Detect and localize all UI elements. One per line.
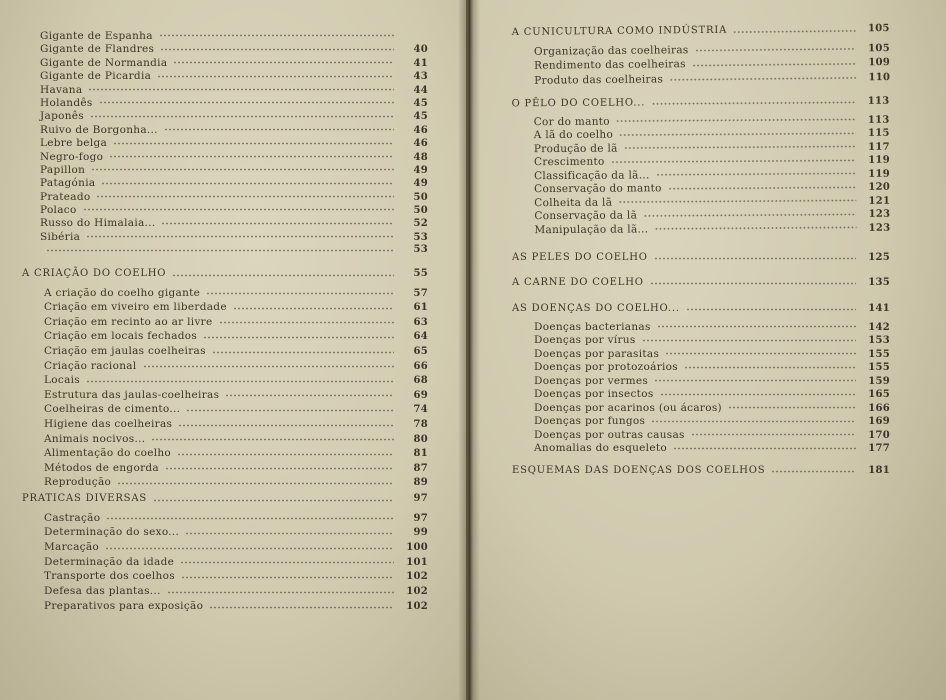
page-number: 109	[868, 57, 891, 69]
toc-entry	[40, 84, 428, 97]
toc-entry	[512, 348, 890, 362]
left-page	[0, 0, 466, 700]
page-number: 81	[413, 448, 428, 460]
page-number: 45	[413, 111, 428, 123]
toc-entry	[40, 43, 428, 56]
toc-section	[512, 96, 891, 238]
dot-leader	[651, 420, 856, 426]
entry-title: Manipulação da lã...	[534, 222, 649, 236]
dot-leader	[181, 576, 394, 582]
page-number: 53	[413, 231, 428, 243]
dot-leader	[225, 394, 394, 400]
entry-title: Marcação	[44, 541, 100, 554]
entry-title: Criação em viveiro em liberdade	[44, 301, 227, 314]
page-number: 135	[868, 277, 890, 288]
page-number: 155	[868, 348, 890, 360]
page-number: 97	[413, 493, 428, 504]
section-heading	[512, 465, 890, 479]
dot-leader	[643, 212, 856, 219]
dot-leader	[642, 339, 856, 345]
page-number: 155	[868, 362, 890, 373]
dot-leader	[686, 308, 856, 314]
dot-leader	[165, 467, 394, 473]
section-heading	[512, 96, 890, 112]
toc-entry	[22, 512, 428, 527]
toc-entry	[40, 164, 428, 177]
dot-leader	[654, 379, 856, 385]
dot-leader	[86, 380, 394, 386]
dot-leader	[651, 100, 855, 107]
entry-title: Prateado	[40, 190, 91, 203]
entry-title: Transporte dos coelhos	[44, 570, 175, 583]
entry-title: Sibéria	[40, 230, 81, 243]
dot-leader	[180, 561, 394, 567]
dot-leader	[665, 352, 856, 358]
page-number: 120	[868, 181, 891, 193]
dot-leader	[203, 336, 394, 342]
entry-title: Animais nocivos...	[44, 432, 146, 445]
toc-entry	[40, 191, 428, 204]
page-number: 78	[413, 418, 428, 430]
dot-leader	[90, 115, 394, 121]
toc-entry	[40, 70, 428, 83]
page-number: 170	[868, 429, 890, 441]
entry-title: Organização das coelheiras	[533, 43, 689, 58]
dot-leader	[96, 195, 394, 201]
page-number: 105	[868, 42, 890, 54]
page-number: 64	[413, 331, 428, 343]
dot-leader	[673, 447, 856, 453]
dot-leader	[177, 453, 394, 459]
dot-leader	[172, 274, 394, 280]
entry-title: Defesa das plantas...	[44, 585, 161, 598]
dot-leader	[668, 185, 856, 192]
page-number: 55	[413, 268, 428, 279]
page-number: 110	[868, 71, 891, 83]
page-number: 123	[868, 208, 891, 220]
toc-entry	[40, 57, 428, 70]
entry-title: Doenças por vírus	[534, 334, 636, 346]
toc-section	[22, 493, 428, 615]
page-number: 141	[868, 303, 890, 314]
entry-title: Havana	[40, 83, 83, 96]
toc-section	[512, 465, 890, 479]
page-number: 142	[868, 321, 890, 333]
dot-leader	[669, 76, 856, 84]
page-number: 44	[413, 84, 428, 96]
page-number: 45	[413, 97, 428, 109]
toc-entry	[40, 124, 428, 137]
page-number: 87	[413, 462, 428, 474]
entry-title: Reprodução	[44, 476, 112, 489]
page-number: 169	[868, 416, 890, 427]
entry-title: Conservação da lã	[534, 209, 638, 223]
page-number: 113	[867, 114, 890, 126]
toc-entry	[40, 244, 428, 257]
dot-leader	[178, 424, 394, 430]
page-number: 165	[868, 389, 890, 400]
dot-leader	[151, 438, 394, 444]
toc-entry	[22, 600, 428, 615]
dot-leader	[91, 168, 394, 174]
toc-entry	[40, 137, 428, 150]
toc-entry	[22, 541, 428, 556]
toc-entry	[512, 375, 890, 389]
toc-entry	[22, 433, 428, 448]
entry-title: Doenças por fungos	[534, 415, 646, 427]
dot-leader	[660, 393, 856, 399]
page-number: 102	[406, 600, 428, 612]
entry-title: Cor do manto	[533, 115, 610, 128]
entry-title: Classificação da lã...	[534, 168, 650, 182]
dot-leader	[654, 257, 856, 263]
page-number: 50	[413, 205, 428, 217]
entry-title: Criação em locais fechados	[44, 330, 198, 343]
entry-title: Lebre belga	[40, 137, 108, 150]
entry-title: Locais	[44, 374, 80, 387]
entry-title: Produção de lã	[533, 142, 618, 155]
toc-entry	[22, 287, 428, 302]
toc-entry	[22, 360, 428, 375]
toc-entry	[512, 361, 890, 375]
dot-leader	[88, 88, 394, 94]
entry-title: AS DOENÇAS DO COELHO...	[512, 303, 680, 314]
entry-title: AS PELES DO COELHO	[512, 252, 648, 263]
toc-section	[512, 277, 890, 291]
entry-title: Crescimento	[533, 155, 605, 169]
toc-entry	[22, 447, 428, 462]
entry-title: Determinação do sexo...	[44, 526, 180, 539]
dot-leader	[157, 75, 394, 81]
page-number: 119	[868, 168, 891, 180]
dot-leader	[209, 606, 394, 612]
toc-section	[512, 252, 890, 266]
page-number: 52	[413, 218, 428, 230]
toc-section	[40, 30, 428, 258]
toc-section	[22, 268, 428, 491]
toc-entry	[40, 97, 428, 110]
page-number: 153	[868, 335, 890, 346]
entry-title: Anomalias do esqueleto	[534, 442, 667, 454]
toc-entry	[22, 301, 428, 316]
entry-title: Japonês	[40, 110, 84, 123]
page-number: 63	[413, 316, 428, 328]
entry-title: Criação racional	[44, 359, 137, 372]
entry-title: Doenças por protozoários	[534, 361, 678, 373]
toc-entry	[22, 389, 428, 404]
toc-entry	[40, 231, 428, 244]
page-number: 100	[406, 542, 428, 554]
dot-leader	[611, 158, 856, 166]
section-heading	[512, 252, 890, 266]
dot-leader	[616, 118, 856, 126]
dot-leader	[46, 249, 394, 255]
dot-leader	[206, 292, 394, 298]
entry-title: Polaco	[40, 204, 77, 217]
entry-title: Produto das coelheiras	[534, 72, 664, 87]
entry-title: Doenças por acarinos (ou ácaros)	[534, 401, 722, 414]
page-number: 101	[406, 556, 428, 568]
toc-entry	[22, 316, 428, 331]
entry-title: Criação em jaulas coelheiras	[44, 344, 206, 357]
toc-entry	[22, 476, 428, 491]
page-number: 125	[868, 252, 890, 263]
toc-entry	[40, 217, 428, 230]
entry-title: ESQUEMAS DAS DOENÇAS DOS COELHOS	[512, 465, 766, 476]
entry-title: Coelheiras de cimento...	[44, 403, 181, 416]
dot-leader	[657, 325, 856, 331]
dot-leader	[153, 499, 394, 505]
page-number: 99	[413, 527, 428, 539]
dot-leader	[656, 172, 857, 179]
dot-leader	[159, 34, 394, 40]
entry-title: Gigante de Normandia	[40, 56, 168, 69]
entry-title: Ruivo de Borgonha...	[40, 123, 158, 136]
dot-leader	[113, 142, 394, 148]
dot-leader	[733, 29, 856, 36]
entry-title: Doenças bacterianas	[534, 320, 651, 333]
entry-title: Determinação da idade	[44, 555, 175, 568]
dot-leader	[692, 62, 856, 70]
page-number: 57	[413, 287, 428, 299]
entry-title: A CUNICULTURA COMO INDÚSTRIA	[511, 24, 728, 38]
page-number: 115	[867, 127, 890, 139]
dot-leader	[695, 47, 856, 55]
entry-title: Rendimento das coelheiras	[534, 58, 686, 72]
dot-leader	[83, 208, 394, 214]
dot-leader	[233, 307, 394, 313]
dot-leader	[691, 433, 856, 439]
entry-title: A criação do coelho gigante	[44, 286, 201, 299]
dot-leader	[654, 226, 856, 233]
dot-leader	[109, 155, 394, 161]
toc-entry	[22, 556, 428, 571]
dot-leader	[143, 365, 395, 371]
dot-leader	[160, 48, 394, 54]
dot-leader	[650, 282, 856, 288]
section-heading	[22, 493, 428, 508]
page-number: 159	[868, 375, 890, 387]
page-number: 97	[413, 512, 428, 524]
entry-title: Russo do Himalaia...	[40, 217, 156, 230]
dot-leader	[186, 409, 394, 415]
page-number: 102	[406, 571, 428, 583]
toc-entry	[22, 585, 428, 600]
toc-entry	[40, 110, 428, 123]
entry-title: Gigante de Picardia	[40, 70, 152, 83]
dot-leader	[219, 321, 394, 327]
dot-leader	[619, 131, 856, 139]
entry-title: Colheita da lã	[534, 196, 613, 209]
dot-leader	[618, 199, 856, 207]
dot-leader	[161, 222, 394, 228]
dot-leader	[106, 517, 394, 523]
toc-entry	[512, 321, 890, 335]
page-number: 46	[413, 124, 428, 136]
page-number: 43	[413, 71, 428, 83]
entry-title: O PÊLO DO COELHO...	[511, 97, 646, 110]
page-number: 41	[413, 57, 428, 69]
entry-title: Negro-fogo	[40, 150, 104, 163]
page-number: 49	[413, 178, 428, 190]
entry-title: A lã do coelho	[533, 128, 614, 142]
page-number: 69	[413, 389, 428, 401]
section-heading	[512, 303, 890, 317]
page-number: 166	[868, 402, 890, 414]
page-number: 40	[413, 44, 428, 56]
page-number: 61	[413, 302, 428, 314]
toc-entry	[22, 462, 428, 477]
page-number: 119	[868, 154, 890, 166]
dot-leader	[185, 532, 394, 538]
page-number: 46	[413, 138, 428, 150]
toc-entry	[22, 526, 428, 541]
toc-entry	[22, 345, 428, 360]
page-number: 177	[868, 443, 890, 454]
book-spine	[458, 0, 480, 700]
entry-title: Métodos de engorda	[44, 461, 159, 474]
dot-leader	[212, 351, 394, 357]
toc-entry	[512, 402, 890, 416]
page-number: 50	[413, 191, 428, 203]
entry-title: Preparativos para exposição	[44, 599, 204, 612]
entry-title: Papillon	[40, 163, 86, 176]
toc-entry	[22, 403, 428, 418]
page-number: 121	[868, 195, 891, 207]
page-number: 80	[413, 433, 428, 445]
toc-entry	[22, 418, 428, 433]
toc-entry	[512, 442, 890, 456]
dot-leader	[99, 101, 394, 107]
dot-leader	[164, 128, 394, 134]
toc-entry	[40, 177, 428, 190]
entry-title: Gigante de Espanha	[40, 30, 153, 42]
dot-leader	[117, 482, 394, 488]
entry-title: Doenças por vermes	[534, 374, 649, 387]
dot-leader	[684, 366, 856, 372]
dot-leader	[624, 145, 856, 153]
page-number: 53	[413, 244, 428, 256]
page-number: 102	[406, 586, 428, 598]
page-number: 113	[867, 95, 890, 107]
page-number: 48	[413, 151, 428, 163]
toc-entry	[22, 570, 428, 585]
dot-leader	[167, 591, 394, 597]
dot-leader	[173, 61, 394, 67]
entry-title: Castração	[44, 511, 101, 524]
entry-title: Conservação do manto	[534, 182, 662, 196]
toc-entry	[40, 151, 428, 164]
dot-leader	[101, 182, 394, 188]
dot-leader	[771, 470, 856, 476]
toc-section	[512, 23, 891, 89]
entry-title: Doenças por insectos	[534, 388, 654, 400]
page-number: 181	[868, 465, 890, 476]
toc-entry	[512, 388, 890, 402]
entry-title: Gigante de Flandres	[40, 43, 155, 56]
toc-entry	[22, 374, 428, 389]
entry-title: A CRIAÇÃO DO COELHO	[22, 268, 167, 279]
page-number: 68	[413, 375, 428, 387]
page-number: 74	[413, 404, 428, 416]
toc-section	[512, 303, 890, 456]
entry-title: Holandês	[40, 96, 93, 109]
entry-title: Alimentação do coelho	[44, 447, 172, 460]
dot-leader	[86, 235, 394, 241]
toc-entry	[40, 30, 428, 43]
dot-leader	[728, 406, 856, 412]
toc-entry	[40, 204, 428, 217]
entry-title: A CARNE DO COELHO	[512, 277, 644, 288]
entry-title: Criação em recinto ao ar livre	[44, 315, 213, 328]
toc-entry	[512, 334, 890, 348]
page-number: 66	[413, 360, 428, 372]
entry-title: Higiene das coelheiras	[44, 417, 173, 430]
entry-title: Estrutura das jaulas-coelheiras	[44, 388, 220, 401]
page-number: 105	[867, 23, 890, 35]
toc-entry	[22, 330, 428, 345]
section-heading	[22, 268, 428, 283]
page-number: 123	[868, 222, 891, 234]
section-heading	[512, 277, 890, 291]
dot-leader	[105, 547, 394, 553]
entry-title: Doenças por parasitas	[534, 347, 660, 360]
entry-title: Patagónia	[40, 177, 96, 190]
page-number: 65	[413, 345, 428, 357]
toc-entry	[512, 415, 890, 429]
page-number: 89	[413, 477, 428, 489]
page-number: 49	[413, 164, 428, 176]
toc-entry	[512, 429, 890, 443]
entry-title: Doenças por outras causas	[534, 428, 685, 441]
page-number: 117	[868, 141, 890, 153]
entry-title: PRATICAS DIVERSAS	[22, 493, 147, 504]
toc-entry	[512, 221, 890, 237]
